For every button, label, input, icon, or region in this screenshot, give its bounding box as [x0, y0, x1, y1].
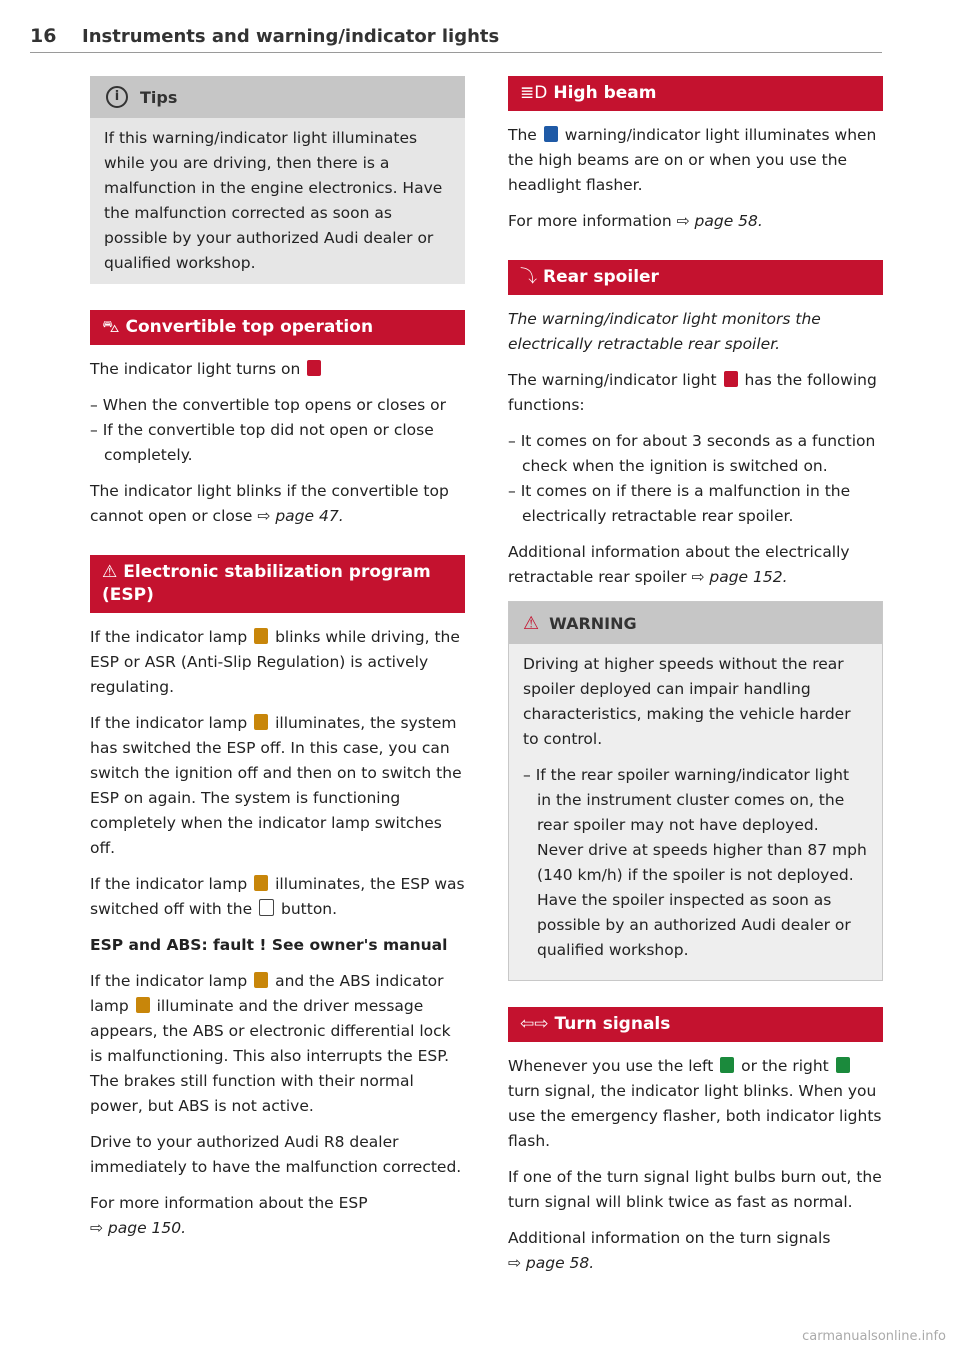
convertible-title: Convertible top operation — [125, 317, 374, 337]
highbeam-section-header — [508, 76, 883, 111]
spoiler-section-header — [508, 260, 883, 295]
spoiler-intro: The warning/indicator light monitors the electrically retractable rear spoiler. — [508, 310, 821, 353]
esp-p4: If the indicator lamp and the ABS indicator lamp illuminate and the driver message appears, the ABS or electronic differential lock is malfunctioning. This also interrupts the ESP. The brakes still function with their normal power, but ABS is not active. — [90, 972, 451, 1115]
spoiler-p1: The warning/indicator light has the following functions: — [508, 371, 877, 414]
turn-p1: Whenever you use the left or the right turn signal, the indicator light blinks. When you use the emergency flasher, both indicator lights flash. — [508, 1057, 882, 1150]
turn-title: Turn signals — [554, 1014, 671, 1034]
esp-title: Electronic stabilization program (ESP) — [102, 562, 431, 605]
page-title: Instruments and warning/indicator lights — [82, 26, 500, 47]
esp-lamp-icon — [254, 714, 268, 730]
high-beam-lamp-icon — [544, 126, 558, 142]
rear-spoiler-icon: ⤵ — [520, 267, 537, 287]
warning-box — [508, 601, 883, 981]
esp-p2: If the indicator lamp illuminates, the system has switched the ESP off. In this case, you can switch the ignition off and then on to switch the ESP on again. The system is functioning completely when the indicator lamp switches off. — [90, 714, 462, 857]
turn-signal-icon: ⇦⇨ — [520, 1014, 549, 1034]
page-reference-link[interactable]: ⇨ page 152. — [691, 568, 788, 586]
page-reference-link[interactable]: ⇨ page 58. — [508, 1254, 595, 1272]
list-item: – If the convertible top did not open or close completely. — [90, 418, 465, 468]
warning-title: WARNING — [549, 613, 637, 633]
page-number: 16 — [30, 25, 57, 47]
convertible-top-icon: ⛍ — [102, 317, 120, 337]
warning-list — [523, 763, 868, 963]
left-turn-lamp-icon — [720, 1057, 734, 1073]
convertible-p2: The indicator light blinks if the convertible top cannot open or close ⇨ page 47. — [90, 482, 449, 525]
left-column — [90, 76, 465, 1252]
list-item: – If the rear spoiler warning/indicator light in the instrument cluster comes on, the rear spoiler may not have deployed. Never drive at speeds higher than 87 mph (140 km/h) if the spoiler is not deployed. Have the spoiler inspected as soon as possible by an authorized Audi dealer or qualified workshop. — [523, 763, 868, 963]
right-turn-lamp-icon — [836, 1057, 850, 1073]
spoiler-list — [508, 429, 883, 529]
tips-box — [90, 76, 465, 284]
convertible-lamp-icon — [307, 360, 321, 376]
list-item: – It comes on if there is a malfunction in the electrically retractable rear spoiler. — [508, 479, 883, 529]
convertible-p1: The indicator light turns on — [90, 357, 465, 382]
warning-triangle-icon: ⚠ — [523, 612, 540, 634]
esp-fault-heading: ESP and ABS: fault ! See owner's manual — [90, 936, 448, 954]
page-reference-link[interactable]: ⇨ page 150. — [90, 1219, 187, 1237]
esp-button-icon — [259, 899, 274, 916]
esp-p3: If the indicator lamp illuminates, the ESP was switched off with the button. — [90, 875, 465, 918]
esp-section-header — [90, 555, 465, 613]
list-item: – When the convertible top opens or closes or — [90, 393, 465, 418]
spoiler-title: Rear spoiler — [543, 267, 659, 287]
watermark: carmanualsonline.info — [802, 1329, 946, 1344]
page-reference-link[interactable]: ⇨ page 58. — [676, 212, 763, 230]
tips-title: Tips — [140, 87, 178, 107]
turn-signals-section-header — [508, 1007, 883, 1042]
esp-p1: If the indicator lamp blinks while driving, the ESP or ASR (Anti-Slip Regulation) is actively regulating. — [90, 628, 460, 696]
highbeam-p2: For more information ⇨ page 58. — [508, 212, 763, 230]
tips-text: If this warning/indicator light illuminates while you are driving, then there is a malfunction in the engine electronics. Have the malfunction corrected as soon as possible by your authorized Audi dealer or qualified workshop. — [104, 129, 443, 272]
warning-header — [509, 602, 882, 644]
esp-icon: ⚠ — [102, 562, 118, 582]
warning-p1: Driving at higher speeds without the rear spoiler deployed can impair handling characteristics, making the vehicle harder to control. — [523, 655, 851, 748]
list-item: – It comes on for about 3 seconds as a function check when the ignition is switched on. — [508, 429, 883, 479]
esp-off-lamp-icon — [254, 875, 268, 891]
page-header — [30, 26, 882, 53]
turn-p2: If one of the turn signal light bulbs burn out, the turn signal will blink twice as fast as normal. — [508, 1168, 882, 1211]
warning-body — [509, 644, 882, 980]
esp-lamp-icon — [254, 972, 268, 988]
tips-header — [90, 76, 465, 118]
high-beam-icon: ≣D — [520, 83, 548, 103]
highbeam-title: High beam — [553, 83, 657, 103]
info-icon: i — [106, 86, 128, 108]
esp-lamp-icon — [254, 628, 268, 644]
turn-p3: Additional information on the turn signals ⇨ page 58. — [508, 1229, 831, 1272]
convertible-section-header — [90, 310, 465, 345]
spoiler-p2: Additional information about the electrically retractable rear spoiler ⇨ page 152. — [508, 543, 850, 586]
esp-p6: For more information about the ESP ⇨ page 150. — [90, 1194, 368, 1237]
esp-p5: Drive to your authorized Audi R8 dealer immediately to have the malfunction corrected. — [90, 1133, 462, 1176]
abs-lamp-icon — [136, 997, 150, 1013]
convertible-list — [90, 393, 465, 468]
page-reference-link[interactable]: ⇨ page 47. — [257, 507, 344, 525]
highbeam-p1: The warning/indicator light illuminates when the high beams are on or when you use the headlight flasher. — [508, 126, 877, 194]
right-column — [508, 76, 883, 1287]
spoiler-lamp-icon — [724, 371, 738, 387]
